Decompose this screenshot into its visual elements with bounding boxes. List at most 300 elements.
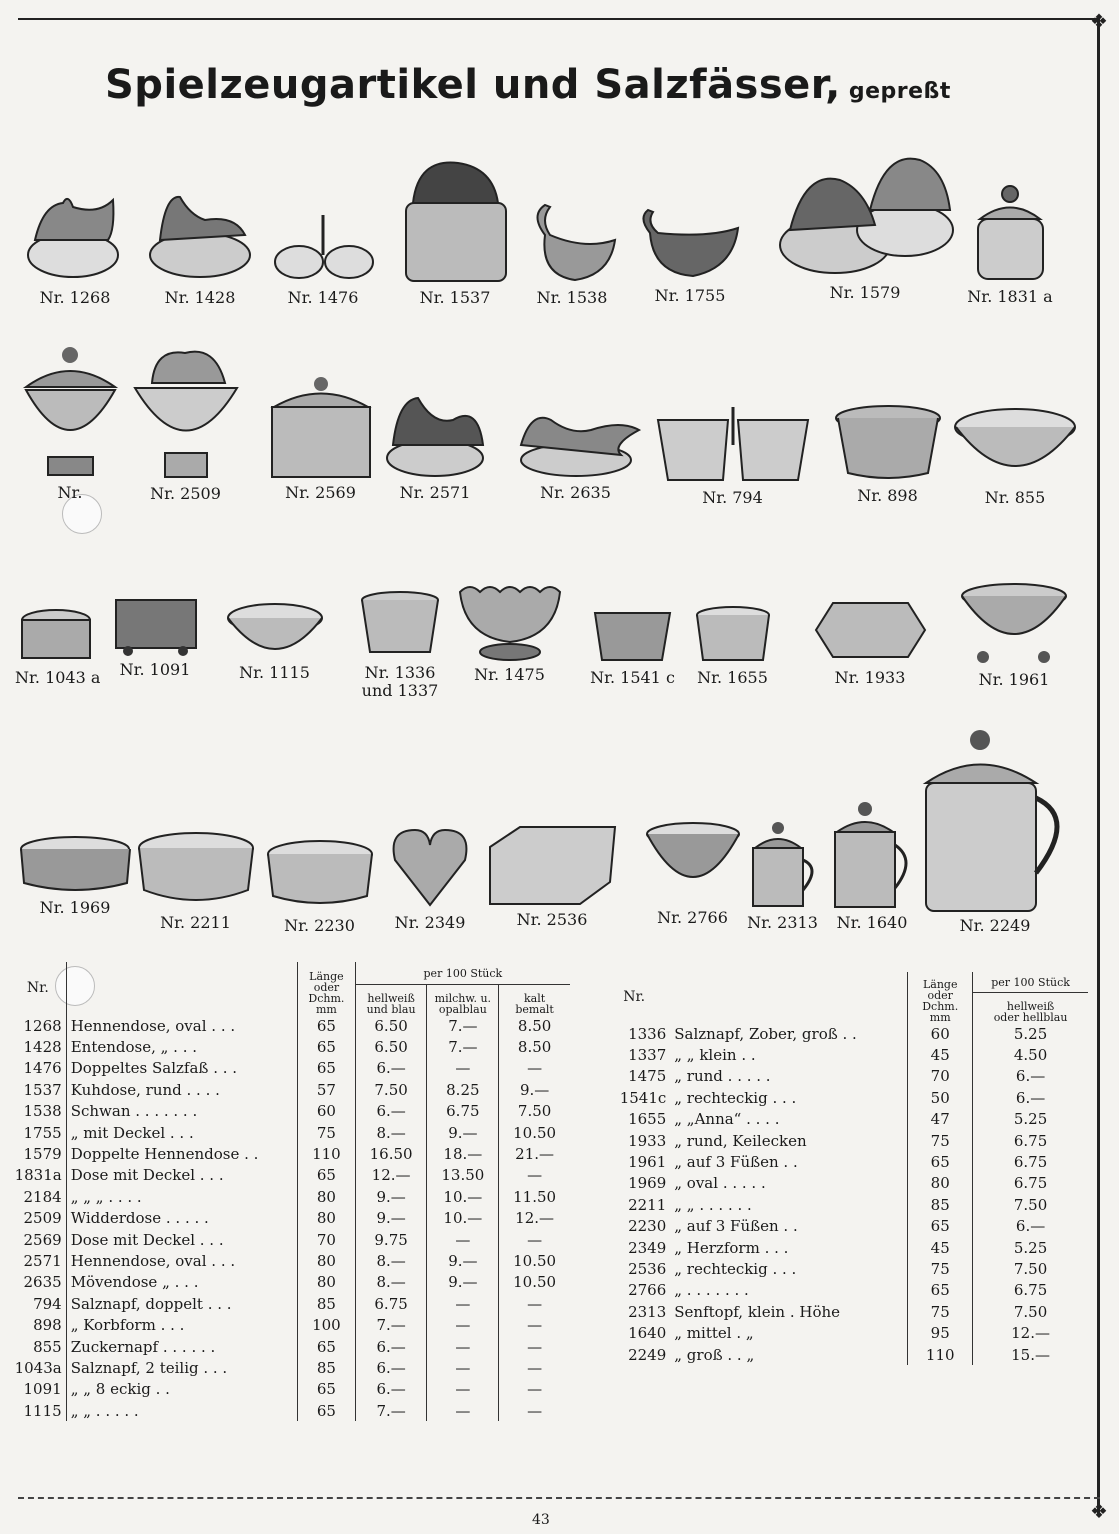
catalog-item xyxy=(140,185,260,307)
cell-size: 80 xyxy=(298,1272,356,1293)
cell-description: „ auf 3 Füßen . . xyxy=(674,1153,798,1172)
cell-size: 70 xyxy=(298,1229,356,1250)
cell-description: Salznapf, Zober, groß . . xyxy=(674,1024,857,1043)
large-mustard-pot-icon xyxy=(918,728,1073,913)
cell-price-2: 18.— xyxy=(427,1143,499,1164)
double-salt-icon xyxy=(271,210,376,285)
cell-description: „ „ „ . . . . xyxy=(66,1186,297,1207)
item-label: Nr. 1933 xyxy=(834,668,906,687)
oval-dish-icon xyxy=(136,830,256,910)
catalog-item xyxy=(640,820,745,927)
cell-size: 75 xyxy=(908,1301,973,1322)
cell-nr: 1537 xyxy=(23,1080,62,1099)
item-label: Nr. 1755 xyxy=(654,286,726,305)
cell-description: Salznapf, 2 teilig . . . xyxy=(66,1357,297,1378)
cell-price-2: 7.— xyxy=(427,1015,499,1036)
catalog-item xyxy=(740,820,825,932)
cell-description: „ rechteckig . . . xyxy=(674,1259,797,1278)
cell-size: 60 xyxy=(908,1023,973,1044)
table-row xyxy=(10,1165,570,1186)
gull-dish-icon xyxy=(511,405,641,480)
table-row xyxy=(10,1379,570,1400)
cell-description: Entendose, „ . . . xyxy=(66,1036,297,1057)
hen-basket-icon xyxy=(383,390,488,480)
cell-description: „ „ klein . . xyxy=(674,1046,756,1065)
rectangular-dish-icon xyxy=(485,822,620,907)
cell-price-1: 6.— xyxy=(355,1058,427,1079)
cell-price-2: 7.— xyxy=(427,1036,499,1057)
cell-size: 85 xyxy=(908,1194,973,1215)
item-label: Nr. 1655 xyxy=(697,668,768,687)
item-label: Nr. 1476 xyxy=(287,288,359,307)
cell-size: 65 xyxy=(298,1058,356,1079)
cell-price-1: 6.75 xyxy=(973,1130,1088,1151)
col-nr-header: Nr. xyxy=(623,989,646,1005)
table-row xyxy=(10,1186,570,1207)
col-p3-header: kalt bemalt xyxy=(499,985,570,1016)
cell-description: „ „ 8 eckig . . xyxy=(66,1379,297,1400)
col-nr-header: Nr. xyxy=(26,980,49,996)
cell-price-1: 8.— xyxy=(355,1272,427,1293)
item-label: Nr. 2536 xyxy=(516,910,588,929)
cell-price-3: — xyxy=(499,1400,570,1421)
catalog-item xyxy=(222,600,327,682)
cell-size: 65 xyxy=(298,1165,356,1186)
cell-nr: 2635 xyxy=(23,1273,62,1292)
table-row xyxy=(10,1015,570,1036)
cell-size: 75 xyxy=(908,1130,973,1151)
cell-description: Dose mit Deckel . . . xyxy=(66,1229,297,1250)
cell-description: „ Korbform . . . xyxy=(66,1314,297,1335)
catalog-item xyxy=(635,198,745,305)
cell-nr: 2249 xyxy=(628,1345,667,1364)
cell-price-1: 7.50 xyxy=(355,1079,427,1100)
cell-nr: 2536 xyxy=(628,1259,667,1278)
cell-description: Dose mit Deckel . . . xyxy=(66,1165,297,1186)
cell-description: „ rechteckig . . . xyxy=(674,1088,797,1107)
cell-size: 60 xyxy=(298,1101,356,1122)
cell-size: 70 xyxy=(908,1066,973,1087)
table-row xyxy=(598,1301,1088,1322)
cell-price-3: — xyxy=(499,1379,570,1400)
table-row xyxy=(10,1272,570,1293)
col-desc-header xyxy=(66,962,297,1015)
table-row xyxy=(598,1173,1088,1194)
cell-price-1: 8.— xyxy=(355,1122,427,1143)
cell-price-1: 7.— xyxy=(355,1400,427,1421)
item-label: Nr. 855 xyxy=(984,488,1046,507)
cell-price-1: 5.25 xyxy=(973,1237,1088,1258)
table-row xyxy=(10,1293,570,1314)
catalog-item xyxy=(950,405,1080,507)
item-label: Nr. 2569 xyxy=(285,483,356,502)
cell-size: 80 xyxy=(298,1208,356,1229)
cell-size: 65 xyxy=(908,1151,973,1172)
item-label: Nr. 2211 xyxy=(160,913,231,932)
cell-nr: 1043a xyxy=(14,1358,62,1377)
cell-nr: 2230 xyxy=(628,1217,667,1236)
catalog-item xyxy=(585,605,680,687)
footed-salt-icon xyxy=(958,582,1070,667)
cell-price-1: 6.75 xyxy=(973,1151,1088,1172)
cell-price-1: 6.— xyxy=(973,1087,1088,1108)
item-label: Nr. 1091 xyxy=(119,660,191,679)
table-row xyxy=(598,1194,1088,1215)
medium-mustard-pot-icon xyxy=(825,800,920,910)
cell-price-1: 5.25 xyxy=(973,1023,1088,1044)
cell-price-2: 10.— xyxy=(427,1208,499,1229)
cell-description: „ Herzform . . . xyxy=(674,1238,789,1257)
table-row xyxy=(598,1066,1088,1087)
cell-size: 65 xyxy=(298,1336,356,1357)
cell-size: 45 xyxy=(908,1237,973,1258)
cell-price-1: 6.— xyxy=(355,1379,427,1400)
cell-size: 75 xyxy=(298,1122,356,1143)
cell-price-2: 13.50 xyxy=(427,1165,499,1186)
item-label: Nr. 1961 xyxy=(978,670,1050,689)
cell-description: „ rund . . . . . xyxy=(674,1067,771,1086)
item-label: Nr. 2635 xyxy=(540,483,611,502)
col-p1-header: hellweiß und blau xyxy=(355,985,427,1016)
cell-size: 80 xyxy=(908,1173,973,1194)
cell-price-2: 9.— xyxy=(427,1122,499,1143)
cell-price-1: 6.— xyxy=(973,1216,1088,1237)
price-table-right-body xyxy=(598,1023,1088,1365)
cell-price-3: — xyxy=(499,1357,570,1378)
cell-size: 65 xyxy=(298,1379,356,1400)
cell-price-2: — xyxy=(427,1357,499,1378)
price-table-right xyxy=(598,972,1088,1365)
faceted-salt-icon xyxy=(813,595,928,665)
cell-size: 80 xyxy=(298,1186,356,1207)
title-main: Spielzeugartikel und Salzfässer, xyxy=(105,62,841,108)
price-table-left xyxy=(10,962,570,1421)
cell-price-3: 7.50 xyxy=(499,1101,570,1122)
cell-nr: 1268 xyxy=(23,1016,62,1035)
cell-price-3: — xyxy=(499,1293,570,1314)
table-row xyxy=(598,1237,1088,1258)
table-row xyxy=(598,1151,1088,1172)
cell-size: 65 xyxy=(298,1015,356,1036)
cell-nr: 794 xyxy=(33,1294,62,1313)
col-group-header: per 100 Stück xyxy=(973,972,1088,993)
cell-price-2: 9.— xyxy=(427,1272,499,1293)
cell-nr: 1541c xyxy=(619,1088,667,1107)
cell-description: Hennendose, oval . . . xyxy=(66,1250,297,1271)
heart-dish-icon xyxy=(390,825,470,910)
table-row xyxy=(10,1336,570,1357)
cell-size: 65 xyxy=(908,1280,973,1301)
cell-price-1: 7.50 xyxy=(973,1301,1088,1322)
covered-jar-icon xyxy=(968,184,1053,284)
table-row xyxy=(598,1023,1088,1044)
cell-price-1: 6.— xyxy=(973,1066,1088,1087)
corner-ornament-icon: ❖ xyxy=(1090,9,1108,33)
round-bowl-icon xyxy=(643,820,743,905)
cell-nr: 1579 xyxy=(23,1145,62,1164)
cell-nr: 2766 xyxy=(628,1281,667,1300)
cell-nr: 1831a xyxy=(14,1166,62,1185)
cell-price-3: 8.50 xyxy=(499,1036,570,1057)
catalog-item xyxy=(20,185,130,307)
cell-description: „ „Anna“ . . . . xyxy=(674,1110,780,1129)
cow-tub-icon xyxy=(398,148,513,285)
cell-nr: 1091 xyxy=(23,1380,62,1399)
col-group-header: per 100 Stück xyxy=(355,962,570,985)
price-table-left-body xyxy=(10,1015,570,1421)
catalog-item xyxy=(770,140,960,302)
item-label: Nr. 1475 xyxy=(474,665,545,684)
cell-price-1: 6.75 xyxy=(973,1173,1088,1194)
item-label: Nr. 2571 xyxy=(399,483,471,502)
cell-price-1: 6.— xyxy=(355,1357,427,1378)
cell-size: 47 xyxy=(908,1109,973,1130)
cell-description: „ mittel . „ xyxy=(674,1324,754,1343)
cell-size: 110 xyxy=(908,1344,973,1365)
cell-nr: 2569 xyxy=(23,1230,62,1249)
catalog-item xyxy=(822,800,922,932)
cell-description: Doppeltes Salzfaß . . . xyxy=(66,1058,297,1079)
cell-description: „ oval . . . . . xyxy=(674,1174,766,1193)
cell-price-3: 9.— xyxy=(499,1079,570,1100)
item-label: Nr. 1969 xyxy=(39,898,111,917)
catalog-item xyxy=(15,835,135,917)
hen-dish-icon xyxy=(23,185,128,285)
cell-price-3: 12.— xyxy=(499,1208,570,1229)
cell-size: 45 xyxy=(908,1044,973,1065)
cell-price-1: 15.— xyxy=(973,1344,1088,1365)
catalog-item xyxy=(385,825,475,932)
cell-price-3: — xyxy=(499,1229,570,1250)
table-row xyxy=(598,1087,1088,1108)
cell-price-1: 6.50 xyxy=(355,1036,427,1057)
cell-price-2: — xyxy=(427,1314,499,1335)
table-row xyxy=(10,1229,570,1250)
cell-price-3: — xyxy=(499,1336,570,1357)
table-row xyxy=(10,1250,570,1271)
cell-price-3: — xyxy=(499,1314,570,1335)
table-row xyxy=(10,1079,570,1100)
page-number: 43 xyxy=(532,1512,550,1528)
sugar-bowl-icon xyxy=(953,405,1078,485)
cell-size: 65 xyxy=(298,1036,356,1057)
cell-nr: 1655 xyxy=(628,1110,667,1129)
table-row xyxy=(10,1314,570,1335)
cell-nr: 1969 xyxy=(628,1174,667,1193)
cell-nr: 1475 xyxy=(628,1067,667,1086)
item-label: Nr. 794 xyxy=(702,488,763,507)
cell-nr: 2313 xyxy=(628,1302,667,1321)
cell-nr: 2571 xyxy=(23,1251,62,1270)
cell-price-3: — xyxy=(499,1165,570,1186)
cell-description: Salznapf, doppelt . . . xyxy=(66,1293,297,1314)
catalog-item xyxy=(105,595,205,679)
cell-nr: 1428 xyxy=(23,1038,62,1057)
item-label: Nr. 1640 xyxy=(836,913,908,932)
table-row xyxy=(598,1130,1088,1151)
table-row xyxy=(10,1143,570,1164)
table-row xyxy=(598,1044,1088,1065)
cell-size: 50 xyxy=(908,1087,973,1108)
cell-price-3: 11.50 xyxy=(499,1186,570,1207)
catalog-item xyxy=(133,830,258,932)
catalog-item xyxy=(965,184,1055,306)
cell-nr: 898 xyxy=(33,1316,62,1335)
cell-description: Senftopf, klein . Höhe xyxy=(674,1302,841,1321)
footed-oval-dish-icon xyxy=(265,838,375,913)
cell-price-2: — xyxy=(427,1293,499,1314)
cell-description: Mövendose „ . . . xyxy=(66,1272,297,1293)
cell-description: „ auf 3 Füßen . . xyxy=(674,1217,798,1236)
catalog-item xyxy=(452,582,567,684)
rectangular-salt-icon xyxy=(590,605,675,665)
table-row xyxy=(598,1280,1088,1301)
item-label: Nr. 2249 xyxy=(959,916,1031,935)
cell-nr: 1933 xyxy=(628,1131,667,1150)
cell-nr: 1336 xyxy=(628,1024,667,1043)
cell-price-1: 8.— xyxy=(355,1250,427,1271)
cell-description: „ groß . . „ xyxy=(674,1345,755,1364)
cell-price-1: 12.— xyxy=(973,1322,1088,1343)
cell-price-3: 10.50 xyxy=(499,1250,570,1271)
catalog-item xyxy=(268,210,378,307)
table-row xyxy=(598,1322,1088,1343)
catalog-item xyxy=(395,148,515,307)
cell-description: Schwan . . . . . . . xyxy=(66,1101,297,1122)
catalog-item xyxy=(810,595,930,687)
cell-price-1: 4.50 xyxy=(973,1044,1088,1065)
table-row xyxy=(10,1208,570,1229)
basket-bowl-icon xyxy=(833,403,943,483)
cell-price-1: 9.— xyxy=(355,1208,427,1229)
item-label: Nr. 1268 xyxy=(39,288,111,307)
col-desc-header xyxy=(670,972,908,1023)
col-p1-header: hellweiß oder hellblau xyxy=(973,993,1088,1024)
page-title xyxy=(105,62,951,108)
double-hen-icon xyxy=(775,140,955,280)
covered-box-icon xyxy=(266,375,376,480)
cell-price-2: 6.75 xyxy=(427,1101,499,1122)
duck-dish-icon xyxy=(145,185,255,285)
item-label: Nr. 2349 xyxy=(394,913,466,932)
cell-price-1: 12.— xyxy=(355,1165,427,1186)
item-label: Nr. 2313 xyxy=(747,913,818,932)
oval-salt-icon xyxy=(225,600,325,660)
catalog-item xyxy=(340,590,460,700)
item-label: Nr. 1538 xyxy=(536,288,608,307)
cell-nr: 1640 xyxy=(628,1324,667,1343)
cell-description: „ „ . . . . . . xyxy=(674,1195,752,1214)
table-row xyxy=(10,1357,570,1378)
cell-price-1: 7.— xyxy=(355,1314,427,1335)
swan-covered-icon xyxy=(638,198,743,283)
catalog-item xyxy=(128,333,243,503)
cell-price-2: — xyxy=(427,1400,499,1421)
swan-icon xyxy=(525,195,620,285)
cell-size: 65 xyxy=(298,1400,356,1421)
corner-ornament-icon: ❖ xyxy=(1090,1499,1108,1523)
page-frame-bottom xyxy=(18,1497,1100,1499)
cell-description: Hennendose, oval . . . xyxy=(66,1015,297,1036)
catalog-item xyxy=(522,195,622,307)
cell-nr: 1961 xyxy=(628,1153,667,1172)
cell-price-1: 6.75 xyxy=(355,1293,427,1314)
cell-description: Zuckernapf . . . . . . xyxy=(66,1336,297,1357)
cell-size: 85 xyxy=(298,1293,356,1314)
anna-salt-icon xyxy=(693,605,773,665)
col-p2-header: milchw. u. opalblau xyxy=(427,985,499,1016)
item-label: Nr. 1336 xyxy=(364,663,436,682)
catalog-item xyxy=(830,403,945,505)
cell-nr: 2211 xyxy=(628,1195,667,1214)
scalloped-bowl-icon xyxy=(455,582,565,662)
cell-nr: 1476 xyxy=(23,1059,62,1078)
cell-price-1: 9.— xyxy=(355,1186,427,1207)
cell-price-1: 16.50 xyxy=(355,1143,427,1164)
catalog-item xyxy=(650,405,815,507)
cell-price-1: 7.50 xyxy=(973,1194,1088,1215)
catalog-item xyxy=(262,838,377,935)
cell-price-2: — xyxy=(427,1379,499,1400)
table-row xyxy=(598,1216,1088,1237)
table-row xyxy=(10,1036,570,1057)
item-label: Nr. 1537 xyxy=(419,288,491,307)
cell-size: 110 xyxy=(298,1143,356,1164)
table-row xyxy=(598,1109,1088,1130)
catalog-item xyxy=(15,605,101,687)
table-row xyxy=(598,1258,1088,1279)
item-label: Nr. xyxy=(57,483,83,502)
item-label: Nr. 1831 a xyxy=(967,287,1053,306)
cell-price-3: 21.— xyxy=(499,1143,570,1164)
cell-nr: 2509 xyxy=(23,1209,62,1228)
double-salt-dish-icon xyxy=(653,405,813,485)
cell-size: 65 xyxy=(908,1216,973,1237)
table-row xyxy=(10,1101,570,1122)
cell-price-2: — xyxy=(427,1229,499,1250)
cell-size: 95 xyxy=(908,1322,973,1343)
ram-dish-icon xyxy=(130,333,242,481)
col-size-header: Länge oder Dchm. mm xyxy=(298,962,356,1015)
cell-price-1: 9.75 xyxy=(355,1229,427,1250)
item-label: Nr. 2230 xyxy=(284,916,355,935)
cell-size: 75 xyxy=(908,1258,973,1279)
cell-price-3: 10.50 xyxy=(499,1272,570,1293)
catalog-item xyxy=(690,605,775,687)
footed-covered-bowl-icon xyxy=(18,345,123,480)
octagonal-salt-icon xyxy=(108,595,203,657)
cell-price-1: 7.50 xyxy=(973,1258,1088,1279)
cell-description: „ mit Deckel . . . xyxy=(66,1122,297,1143)
cell-description: „ . . . . . . . xyxy=(674,1281,749,1300)
table-row xyxy=(10,1122,570,1143)
round-salt-icon xyxy=(18,605,93,665)
item-label: Nr. 2766 xyxy=(657,908,728,927)
cell-price-1: 6.— xyxy=(355,1336,427,1357)
catalog-item xyxy=(915,728,1075,935)
cell-price-2: — xyxy=(427,1336,499,1357)
cell-description: Kuhdose, rund . . . . xyxy=(66,1079,297,1100)
cell-price-2: 8.25 xyxy=(427,1079,499,1100)
item-label: Nr. 898 xyxy=(857,486,918,505)
col-size-header: Länge oder Dchm. mm xyxy=(908,972,973,1023)
cell-nr: 1755 xyxy=(23,1123,62,1142)
cell-price-3: 8.50 xyxy=(499,1015,570,1036)
cell-size: 85 xyxy=(298,1357,356,1378)
catalog-item xyxy=(508,405,643,502)
table-row xyxy=(10,1400,570,1421)
item-label: Nr. 1579 xyxy=(829,283,901,302)
